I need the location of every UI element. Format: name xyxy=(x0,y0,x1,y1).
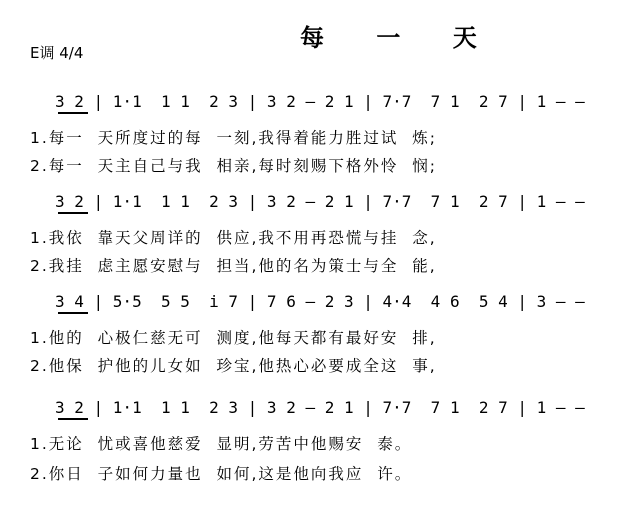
song-title: 每 一 天 xyxy=(300,23,499,52)
beam xyxy=(58,312,88,314)
notation-line-1: 3 2 | 1·1 1 1 2 3 | 3 2 – 2 1 | 7·7 7 1 2 7 | 1 – – xyxy=(55,92,585,111)
beam xyxy=(58,418,88,420)
key-signature: E调 4/4 xyxy=(30,44,84,62)
lyric-line-3-verse-1: 1.他的 心极仁慈无可 测度,他每天都有最好安 排, xyxy=(30,329,437,347)
lyric-line-1-verse-1: 1.每一 天所度过的每 一刻,我得着能力胜过试 炼; xyxy=(30,129,438,147)
lyric-line-4-verse-1: 1.无论 忧或喜他慈爱 显明,劳苦中他赐安 泰。 xyxy=(30,435,413,453)
beam xyxy=(58,112,88,114)
lyric-line-2-verse-1: 1.我依 靠天父周详的 供应,我不用再恐慌与挂 念, xyxy=(30,229,437,247)
lyric-line-4-verse-2: 2.你日 子如何力量也 如何,这是他向我应 许。 xyxy=(30,465,413,483)
lyric-line-2-verse-2: 2.我挂 虑主愿安慰与 担当,他的名为策士与全 能, xyxy=(30,257,437,275)
notation-line-4: 3 2 | 1·1 1 1 2 3 | 3 2 – 2 1 | 7·7 7 1 2 7 | 1 – – xyxy=(55,398,585,417)
lyric-line-1-verse-2: 2.每一 天主自己与我 相亲,每时刻赐下格外怜 悯; xyxy=(30,157,438,175)
lyric-line-3-verse-2: 2.他保 护他的儿女如 珍宝,他热心必要成全这 事, xyxy=(30,357,437,375)
beam xyxy=(58,212,88,214)
notation-line-3: 3 4 | 5·5 5 5 i 7 | 7 6 – 2 3 | 4·4 4 6 5 4 | 3 – – xyxy=(55,292,585,311)
notation-line-2: 3 2 | 1·1 1 1 2 3 | 3 2 – 2 1 | 7·7 7 1 2 7 | 1 – – xyxy=(55,192,585,211)
